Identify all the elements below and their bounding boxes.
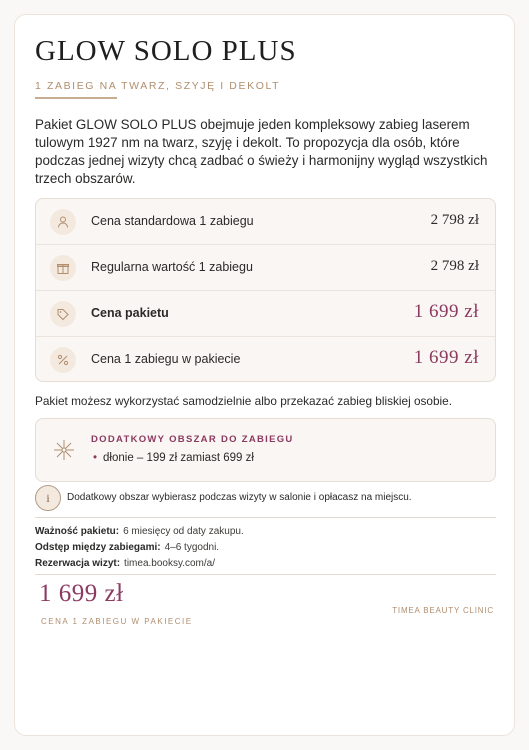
price-row-label: Cena pakietu [91,306,169,320]
info-icon: i [35,485,61,511]
price-row-value: 1 699 zł [413,301,479,322]
price-row-per-treatment [36,337,495,382]
meta-booking [35,558,215,569]
divider [35,574,496,575]
price-row-package [36,291,495,337]
package-title: GLOW SOLO PLUS [35,35,297,67]
price-row-value: 2 798 zł [430,212,479,228]
divider [35,517,496,518]
sparkle-icon [53,439,75,461]
addon-box [35,418,496,482]
meta-value: 4–6 tygodni. [164,542,220,553]
meta-validity [35,526,244,537]
package-card [14,14,515,736]
bullet: • [93,452,98,464]
booking-link[interactable]: timea.booksy.com/a/ [124,558,216,569]
transfer-note: Pakiet możesz wykorzystać samodzielnie albo przekazać zabieg bliskiej osobie. [35,394,453,408]
price-table [35,198,496,382]
price-row-standard [36,199,495,245]
price-row-value: 2 798 zł [430,258,479,274]
meta-label: Ważność pakietu: [35,526,120,537]
clinic-name: TIMEA BEAUTY CLINIC [392,606,494,615]
price-row-value: 1 699 zł [413,347,479,368]
subtitle-underline [35,97,117,99]
info-text: Dodatkowy obszar wybierasz podczas wizyty w salonie i opłacasz na miejscu. [67,492,412,503]
addon-title: DODATKOWY OBSZAR DO ZABIEGU [91,434,294,445]
package-subtitle: 1 ZABIEG NA TWARZ, SZYJĘ I DEKOLT [35,80,281,92]
price-row-regular [36,245,495,291]
price-row-label: Cena 1 zabiegu w pakiecie [91,352,241,366]
meta-value: 6 miesięcy od daty zakupu. [123,526,244,537]
price-row-label: Regularna wartość 1 zabiegu [91,260,253,274]
footer-price: 1 699 zł [39,580,124,607]
price-row-label: Cena standardowa 1 zabiegu [91,214,254,228]
footer-price-caption: CENA 1 ZABIEGU W PAKIECIE [41,617,193,626]
addon-item-text: dłonie – 199 zł zamiast 699 zł [103,452,254,464]
gift-icon [50,255,76,281]
meta-label: Rezerwacja wizyt: [35,558,121,569]
addon-item [93,452,254,464]
percent-icon [50,347,76,373]
meta-label: Odstęp między zabiegami: [35,542,161,553]
meta-interval [35,542,219,553]
package-description: Pakiet GLOW SOLO PLUS obejmuje jeden kompleksowy zabieg laserem tulowym 1927 nm na twarz, szyję i dekolt. To propozycja dla osób, które podczas jednej wizyty chcą zadbać o świeży i harmonijny wygląd wszystkich trzech obszarów. [35,117,488,186]
person-icon [50,209,76,235]
tag-icon [50,301,76,327]
